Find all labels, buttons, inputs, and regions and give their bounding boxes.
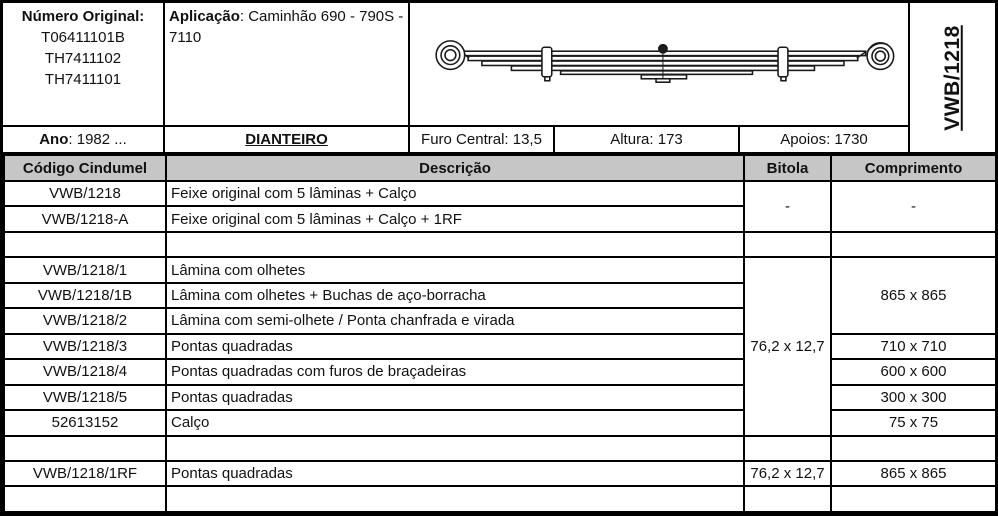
parts-table [3,152,997,513]
table-header-row [4,154,996,181]
bitola-cell: 76,2 x 12,7 [744,257,831,435]
height-cell [555,127,740,152]
center-hole-value: Furo Central: 13,5 [421,131,542,148]
descricao-cell: Lâmina com olhetes + Buchas de aço-borracha [166,283,744,308]
table-row [4,257,996,282]
comprimento-cell [831,232,996,257]
supports-value: Apoios: 1730 [780,131,868,148]
bitola-cell [744,436,831,461]
table-row [4,334,996,359]
height-value: Altura: 173 [610,131,683,148]
bitola-cell: 76,2 x 12,7 [744,461,831,486]
table-row [4,181,996,206]
comprimento-cell: 710 x 710 [831,334,996,359]
bitola-cell [744,232,831,257]
comprimento-cell: 300 x 300 [831,385,996,410]
comprimento-cell: 865 x 865 [831,257,996,333]
table-row [4,410,996,435]
descricao-cell: Calço [166,410,744,435]
year-label: Ano [39,131,69,148]
center-bolt-head [659,45,667,53]
comprimento-cell [831,436,996,461]
descricao-cell: Pontas quadradas [166,461,744,486]
codigo-cell: VWB/1218/2 [4,308,166,333]
leaf-spring-drawing [410,3,908,125]
year-text [39,131,127,148]
descricao-cell [166,232,744,257]
column-header-comprimento: Comprimento [831,154,996,181]
comprimento-cell: 600 x 600 [831,359,996,384]
codigo-cell [4,486,166,512]
bitola-cell [744,486,831,512]
table-row [4,385,996,410]
comprimento-cell: 865 x 865 [831,461,996,486]
table-row-empty [4,436,996,461]
position-cell [165,127,410,152]
descricao-cell: Lâmina com semi-olhete / Ponta chanfrada e virada [166,308,744,333]
leaf-spring-drawing-cell [410,3,910,127]
table-row [4,461,996,486]
leaf-5 [561,71,753,74]
bitola-cell: - [744,181,831,232]
table-row-empty [4,486,996,512]
comprimento-cell: - [831,181,996,232]
application-label: Aplicação [169,8,240,25]
descricao-cell: Pontas quadradas [166,334,744,359]
codigo-cell: VWB/1218/1 [4,257,166,282]
center-bolt-nut [656,79,670,82]
codigo-cell [4,232,166,257]
codigo-cell: VWB/1218/1RF [4,461,166,486]
codigo-cell [4,436,166,461]
application-value: : Caminhão 690 - 790S - 7110 [169,8,404,46]
table-row-empty [4,232,996,257]
clamp-right-foot [781,77,786,81]
center-hole-cell [410,127,555,152]
column-header-codigo: Código Cindumel [4,154,166,181]
descricao-cell: Feixe original com 5 lâminas + Calço [166,181,744,206]
codigo-cell: VWB/1218 [4,181,166,206]
clamp-left-foot [545,77,550,81]
original-number-value: TH7411102 [44,50,122,67]
codigo-cell: VWB/1218/5 [4,385,166,410]
position-label: DIANTEIRO [245,131,328,148]
table-row [4,359,996,384]
descricao-cell: Lâmina com olhetes [166,257,744,282]
comprimento-cell [831,486,996,512]
original-number-value: T06411101B [41,29,125,46]
codigo-cell: VWB/1218/3 [4,334,166,359]
descricao-cell [166,486,744,512]
original-number-label: Número Original: [21,8,145,25]
original-number-value: TH7411101 [44,71,122,88]
descricao-cell [166,436,744,461]
comprimento-cell: 75 x 75 [831,410,996,435]
application-cell [165,3,410,127]
codigo-cell: VWB/1218-A [4,206,166,231]
column-header-bitola: Bitola [744,154,831,181]
codigo-cell: VWB/1218/1B [4,283,166,308]
descricao-cell: Pontas quadradas [166,385,744,410]
descricao-cell: Feixe original com 5 lâminas + Calço + 1RF [166,206,744,231]
year-cell [3,127,165,152]
supports-cell [740,127,910,152]
descricao-cell: Pontas quadradas com furos de braçadeiras [166,359,744,384]
part-code-strip [910,3,995,152]
column-header-descricao: Descrição [166,154,744,181]
codigo-cell: 52613152 [4,410,166,435]
clamp-left [542,47,552,77]
part-code-vertical: VWB/1218 [940,24,964,131]
original-number-cell [3,3,165,127]
codigo-cell: VWB/1218/4 [4,359,166,384]
clamp-right [778,47,788,77]
year-value: : 1982 ... [68,131,127,148]
